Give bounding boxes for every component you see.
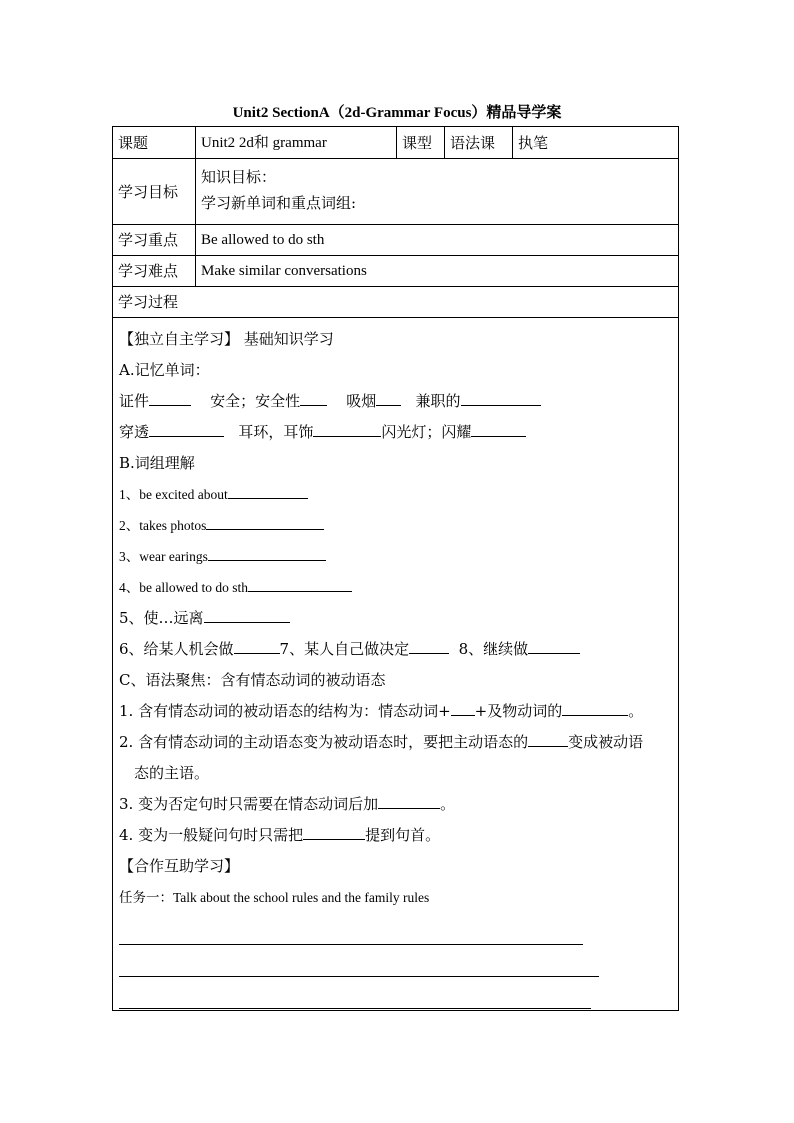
grammar-item-2 — [119, 727, 673, 758]
answer-line[interactable] — [119, 945, 599, 977]
goal-line-1: 知识目标： — [201, 168, 277, 186]
fill-blank[interactable] — [378, 794, 440, 809]
grammar-text: 提到句首。 — [365, 826, 441, 844]
goal-row — [113, 159, 679, 225]
fill-blank[interactable] — [409, 639, 449, 654]
fill-blank[interactable] — [528, 639, 580, 654]
fill-blank[interactable] — [234, 639, 280, 654]
fill-blank[interactable] — [376, 391, 401, 406]
fill-blank[interactable] — [528, 732, 568, 747]
goal-label: 学习目标 — [113, 159, 196, 225]
grammar-text: 变为一般疑问句时只需把 — [138, 826, 304, 844]
phrase-text: 5、使…远离 — [119, 609, 204, 627]
part-b-heading: B.词组理解 — [119, 454, 195, 472]
words-line-2 — [119, 417, 673, 448]
item-number: 4. — [119, 826, 134, 844]
page-title: Unit2 SectionA（2d-Grammar Focus）精品导学案 — [232, 105, 562, 121]
fill-blank[interactable] — [228, 484, 308, 499]
word-item: 穿透 — [119, 423, 150, 441]
grammar-text: 变成被动语 — [568, 733, 644, 751]
task-text: 任务一：Talk about the school rules and the family rules — [119, 890, 430, 905]
word-item: 证件 — [119, 392, 150, 410]
fill-blank[interactable] — [208, 546, 326, 561]
topic-label: 课题 — [113, 127, 196, 159]
grammar-text: 。 — [440, 795, 456, 813]
phrase-item — [119, 572, 673, 603]
study-guide-table — [112, 126, 679, 1011]
grammar-text: +及物动词的 — [474, 702, 563, 720]
process-row — [113, 287, 679, 318]
key-value: Be allowed to do sth — [196, 225, 679, 256]
phrase-line-6 — [119, 634, 673, 665]
fill-blank[interactable] — [248, 577, 352, 592]
fill-blank[interactable] — [300, 391, 327, 406]
word-item: 闪光灯；闪耀 — [381, 423, 472, 441]
grammar-item-3 — [119, 789, 673, 820]
item-number: 3. — [119, 795, 134, 813]
grammar-item-1 — [119, 696, 673, 727]
word-item: 吸烟 — [346, 392, 377, 410]
words-line-1 — [119, 386, 673, 417]
phrase-text: 8、继续做 — [458, 640, 529, 658]
type-label: 课型 — [397, 127, 445, 159]
difficulty-value: Make similar conversations — [196, 256, 679, 287]
goal-value — [196, 159, 679, 225]
item-number: 1. — [119, 702, 134, 720]
fill-blank[interactable] — [206, 515, 324, 530]
phrase-item — [119, 541, 673, 572]
answer-line[interactable] — [119, 913, 583, 945]
process-content — [113, 318, 679, 1011]
grammar-text: 含有情态动词的被动语态的结构为：情态动词+ — [138, 702, 451, 720]
phrase-text: 3、wear earings — [119, 549, 208, 564]
process-content-row — [113, 318, 679, 1011]
fill-blank[interactable] — [471, 422, 526, 437]
fill-blank[interactable] — [149, 391, 191, 406]
topic-row — [113, 127, 679, 159]
section-cooperative: 【合作互助学习】 — [119, 857, 240, 875]
topic-value: Unit2 2d和 grammar — [196, 127, 397, 159]
phrase-item — [119, 603, 673, 634]
fill-blank[interactable] — [451, 701, 475, 716]
phrase-text: 1、be excited about — [119, 487, 228, 502]
grammar-item-4 — [119, 820, 673, 851]
key-row — [113, 225, 679, 256]
fill-blank[interactable] — [313, 422, 381, 437]
fill-blank[interactable] — [303, 825, 365, 840]
section-independent: 【独立自主学习】 基础知识学习 — [119, 330, 334, 348]
goal-line-2: 学习新单词和重点词组: — [201, 194, 357, 212]
fill-blank[interactable] — [461, 391, 541, 406]
process-label: 学习过程 — [113, 287, 679, 318]
phrase-text: 2、takes photos — [119, 518, 207, 533]
answer-line[interactable] — [119, 977, 591, 1009]
difficulty-row — [113, 256, 679, 287]
phrase-item — [119, 510, 673, 541]
grammar-item-2-cont: 态的主语。 — [134, 764, 210, 782]
grammar-text: 含有情态动词的主动语态变为被动语态时，要把主动语态的 — [138, 733, 529, 751]
grammar-text: 。 — [628, 702, 644, 720]
fill-blank[interactable] — [149, 422, 224, 437]
author-label: 执笔 — [513, 127, 679, 159]
fill-blank[interactable] — [562, 701, 628, 716]
fill-blank[interactable] — [204, 608, 290, 623]
part-a-heading: A.记忆单词： — [119, 361, 210, 379]
grammar-text: 变为否定句时只需要在情态动词后加 — [138, 795, 379, 813]
task-1 — [119, 882, 673, 913]
key-label: 学习重点 — [113, 225, 196, 256]
phrase-text: 4、be allowed to do sth — [119, 580, 248, 595]
phrase-text: 6、给某人机会做 — [119, 640, 234, 658]
word-item: 耳环，耳饰 — [238, 423, 314, 441]
difficulty-label: 学习难点 — [113, 256, 196, 287]
phrase-text: 7、某人自己做决定 — [279, 640, 410, 658]
phrase-item — [119, 479, 673, 510]
item-number: 2. — [119, 733, 134, 751]
part-c-heading: C、语法聚焦：含有情态动词的被动语态 — [119, 671, 386, 689]
word-item: 兼职的 — [415, 392, 461, 410]
word-item: 安全；安全性 — [210, 392, 301, 410]
type-value: 语法课 — [445, 127, 513, 159]
